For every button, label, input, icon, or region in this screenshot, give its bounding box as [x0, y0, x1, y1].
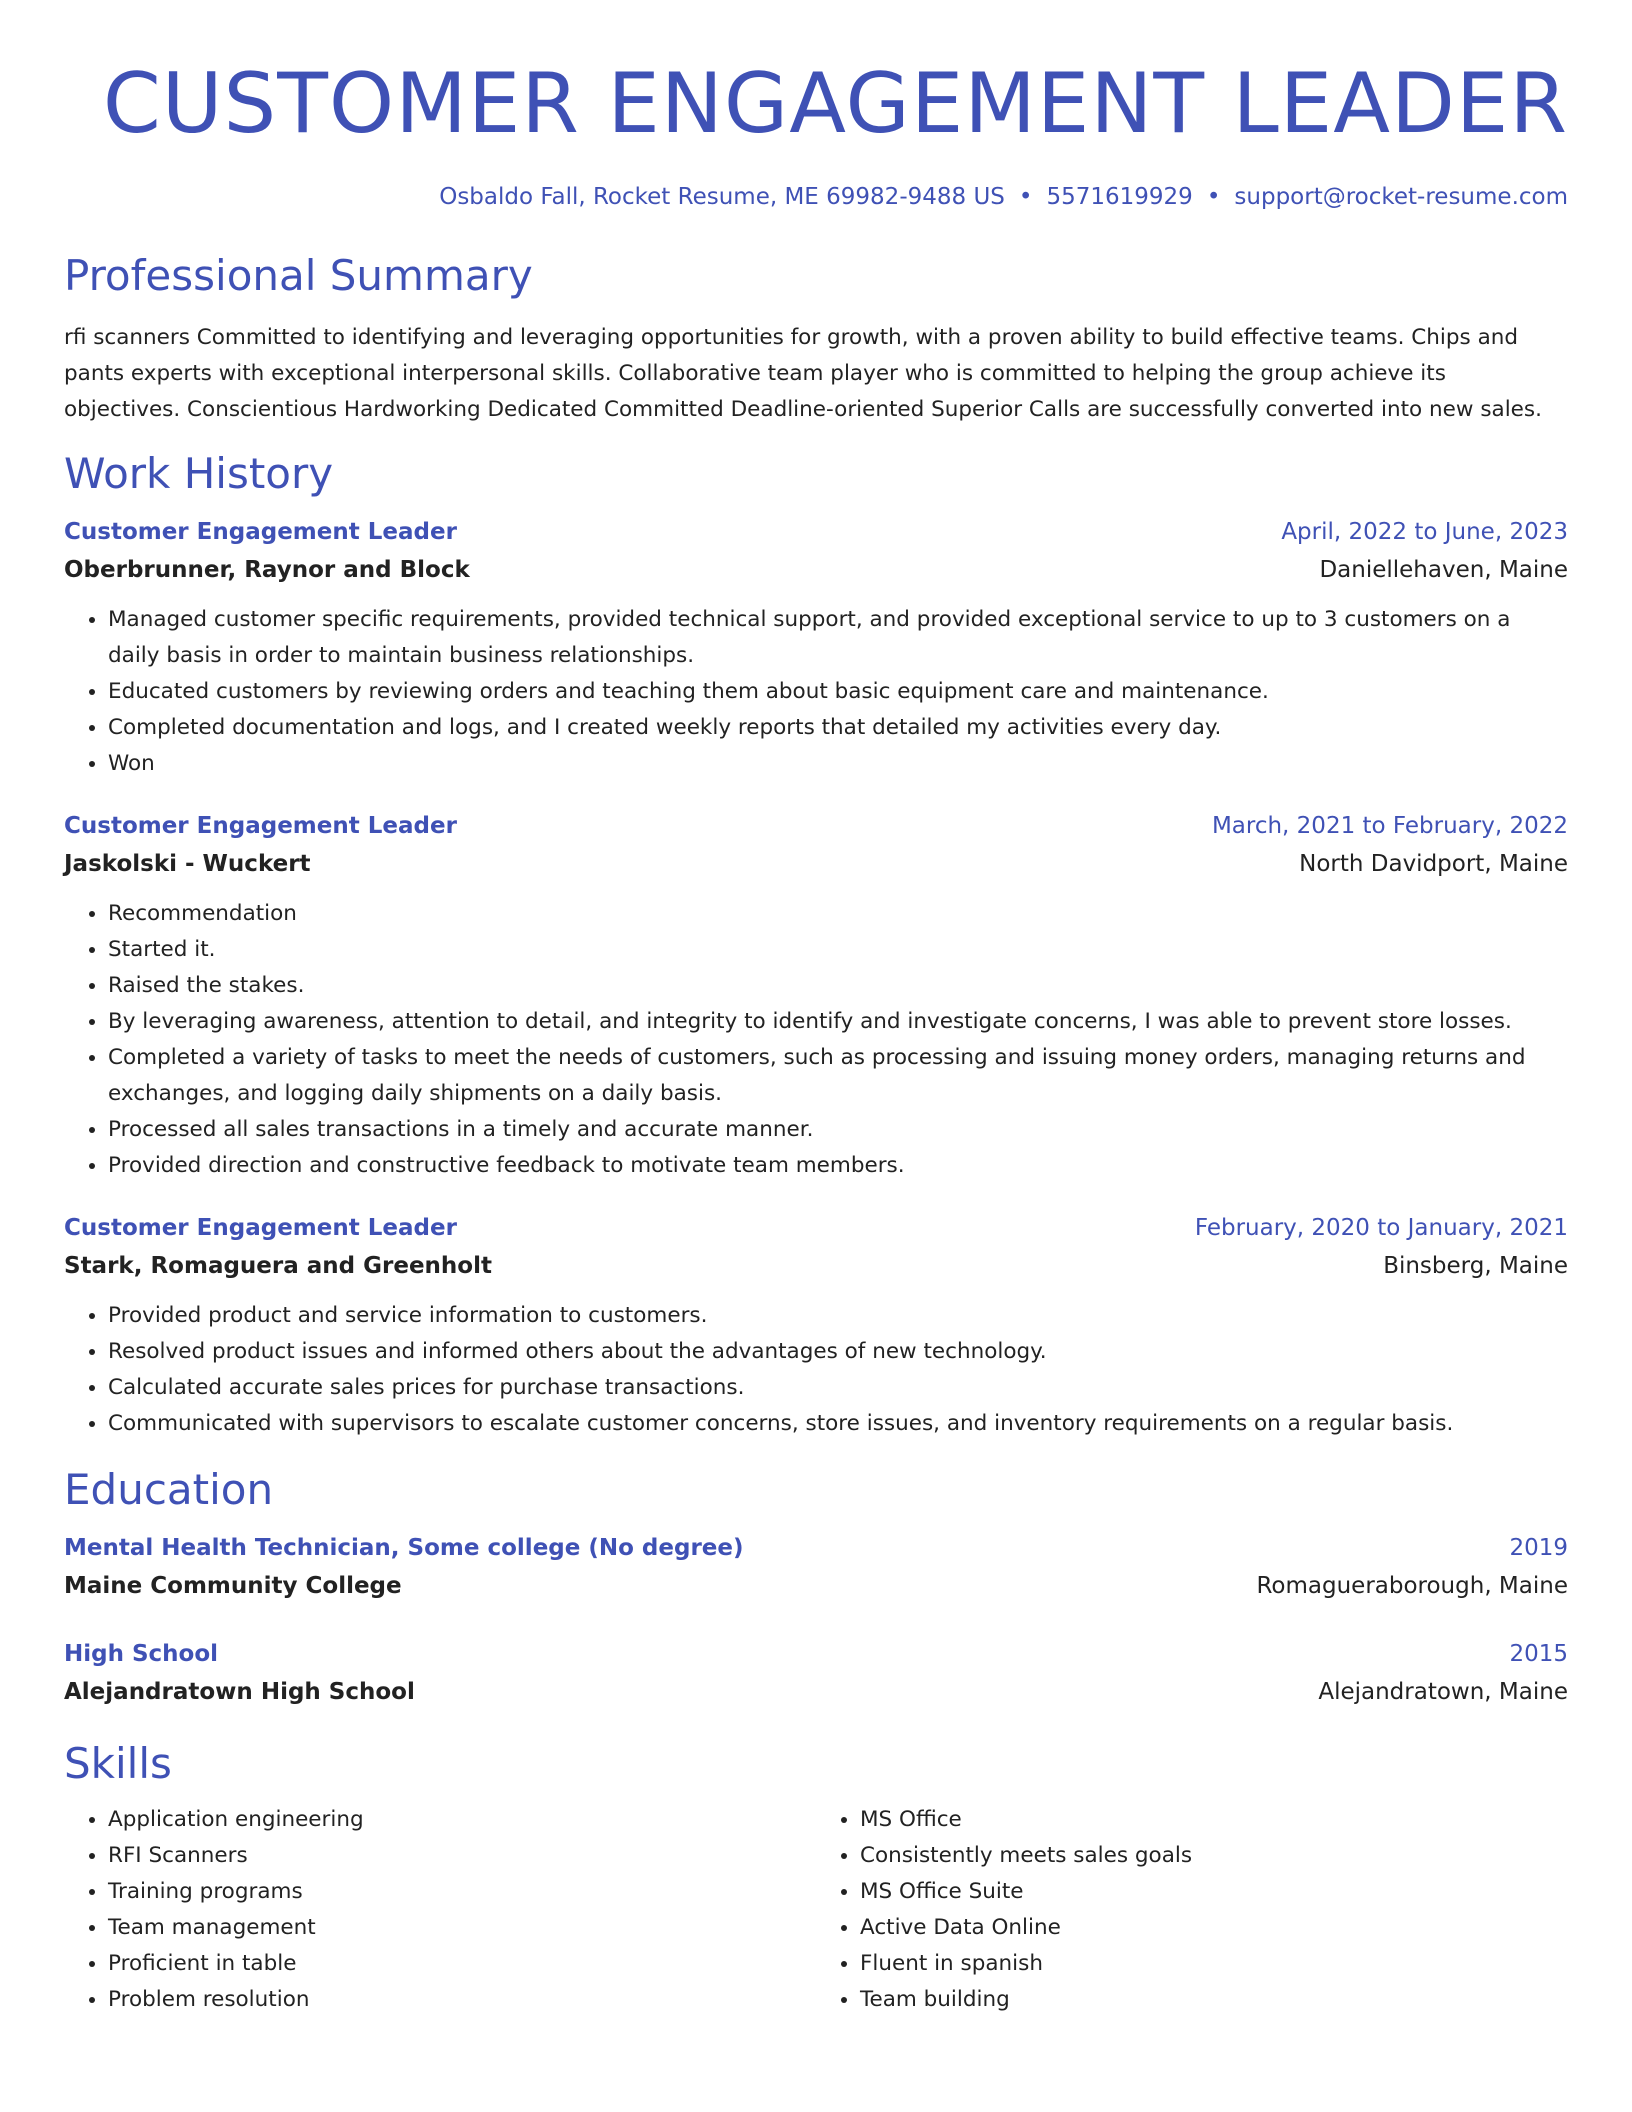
job-employer: Jaskolski - Wuckert: [64, 851, 311, 877]
contact-separator: •: [1206, 184, 1221, 210]
skills-section: [64, 1738, 1568, 2018]
job-bullet: • Raised the stakes.: [108, 968, 1568, 1004]
job-location: Binsberg, Maine: [1383, 1253, 1568, 1279]
skills-columns: [64, 1802, 1568, 2018]
job-entry: [64, 514, 1568, 782]
job-dates: February, 2020 to January, 2021: [1194, 1215, 1568, 1241]
education-school: Maine Community College: [64, 1573, 402, 1599]
contact-phone[interactable]: 5571619929: [1046, 184, 1193, 210]
job-bullets: [64, 1298, 1568, 1442]
education-entry: [64, 1636, 1568, 1712]
job-dates: April, 2022 to June, 2023: [1281, 519, 1568, 545]
skill-item: • Active Data Online: [860, 1910, 1568, 1946]
skills-list-right: [816, 1802, 1568, 2018]
job-bullet: • Calculated accurate sales prices for purchase transactions.: [108, 1370, 1568, 1406]
contact-email[interactable]: support@rocket-resume.com: [1234, 184, 1568, 210]
job-bullets: [64, 602, 1568, 782]
job-entry: [64, 808, 1568, 1184]
job-bullet: • Completed documentation and logs, and I created weekly reports that detailed my activities every day.: [108, 710, 1568, 746]
education-degree: High School: [64, 1641, 219, 1667]
job-bullet: • Recommendation: [108, 896, 1568, 932]
job-dates: March, 2021 to February, 2022: [1211, 813, 1568, 839]
job-bullet: • Processed all sales transactions in a timely and accurate manner.: [108, 1112, 1568, 1148]
skill-item: • Fluent in spanish: [860, 1946, 1568, 1982]
job-bullet: • Communicated with supervisors to escalate customer concerns, store issues, and inventory requirements on a regular basis.: [108, 1406, 1568, 1442]
job-title: Customer Engagement Leader: [64, 519, 457, 545]
job-bullet: • Educated customers by reviewing orders and teaching them about basic equipment care and maintenance.: [108, 674, 1568, 710]
job-bullet: • Won: [108, 746, 1568, 782]
education-school: Alejandratown High School: [64, 1679, 415, 1705]
job-title: Customer Engagement Leader: [64, 1215, 457, 1241]
job-location: North Davidport, Maine: [1299, 851, 1568, 877]
job-employer: Oberbrunner, Raynor and Block: [64, 557, 470, 583]
section-title-skills: Skills: [64, 1739, 172, 1788]
contact-line: [64, 182, 1568, 212]
skills-list-left: [64, 1802, 816, 2018]
job-location: Daniellehaven, Maine: [1319, 557, 1568, 583]
job-employer: Stark, Romaguera and Greenholt: [64, 1253, 492, 1279]
work-history-section: [64, 448, 1568, 1442]
job-entry: [64, 1210, 1568, 1442]
resume-title: CUSTOMER ENGAGEMENT LEADER: [102, 55, 1568, 152]
education-year: 2015: [1509, 1641, 1568, 1667]
section-title-summary: Professional Summary: [64, 251, 533, 300]
skill-item: • Consistently meets sales goals: [860, 1838, 1568, 1874]
education-year: 2019: [1509, 1535, 1568, 1561]
section-title-education: Education: [64, 1465, 274, 1514]
contact-separator: •: [1018, 184, 1033, 210]
job-bullet: • Provided direction and constructive feedback to motivate team members.: [108, 1148, 1568, 1184]
summary-section: [64, 250, 1568, 428]
education-section: [64, 1464, 1568, 1712]
skill-item: • MS Office Suite: [860, 1874, 1568, 1910]
skill-item: • Training programs: [108, 1874, 816, 1910]
section-title-work-history: Work History: [64, 449, 334, 498]
education-entry: [64, 1530, 1568, 1606]
job-bullets: [64, 896, 1568, 1184]
education-location: Romagueraborough, Maine: [1256, 1573, 1568, 1599]
job-bullet: • Provided product and service information to customers.: [108, 1298, 1568, 1334]
job-bullet: • By leveraging awareness, attention to detail, and integrity to identify and investigate concerns, I was able to prevent store losses.: [108, 1004, 1568, 1040]
job-title: Customer Engagement Leader: [64, 813, 457, 839]
skill-item: • Proficient in table: [108, 1946, 816, 1982]
skill-item: • Team building: [860, 1982, 1568, 2018]
job-bullet: • Completed a variety of tasks to meet the needs of customers, such as processing and issuing money orders, managing returns and exchanges, and logging daily shipments on a daily basis.: [108, 1040, 1568, 1112]
job-bullet: • Started it.: [108, 932, 1568, 968]
job-bullet: • Managed customer specific requirements, provided technical support, and provided exceptional service to up to 3 customers on a daily basis in order to maintain business relationships.: [108, 602, 1568, 674]
skill-item: • Team management: [108, 1910, 816, 1946]
skill-item: • Application engineering: [108, 1802, 816, 1838]
skill-item: • RFI Scanners: [108, 1838, 816, 1874]
education-location: Alejandratown, Maine: [1318, 1679, 1568, 1705]
skill-item: • Problem resolution: [108, 1982, 816, 2018]
summary-text: rfi scanners Committed to identifying and leveraging opportunities for growth, with a proven ability to build effective teams. Chips and pants experts with exceptional interpersonal skills. Collaborative team player who is committed to helping the group achieve its objectives. Conscientious Hardworking Dedicated Committed Deadline-oriented Superior Calls are successfully converted into new sales.: [64, 325, 1542, 422]
contact-address: Osbaldo Fall, Rocket Resume, ME 69982-9488 US: [439, 184, 1005, 210]
job-bullet: • Resolved product issues and informed others about the advantages of new technology.: [108, 1334, 1568, 1370]
skill-item: • MS Office: [860, 1802, 1568, 1838]
education-degree: Mental Health Technician, Some college (No degree): [64, 1535, 744, 1561]
